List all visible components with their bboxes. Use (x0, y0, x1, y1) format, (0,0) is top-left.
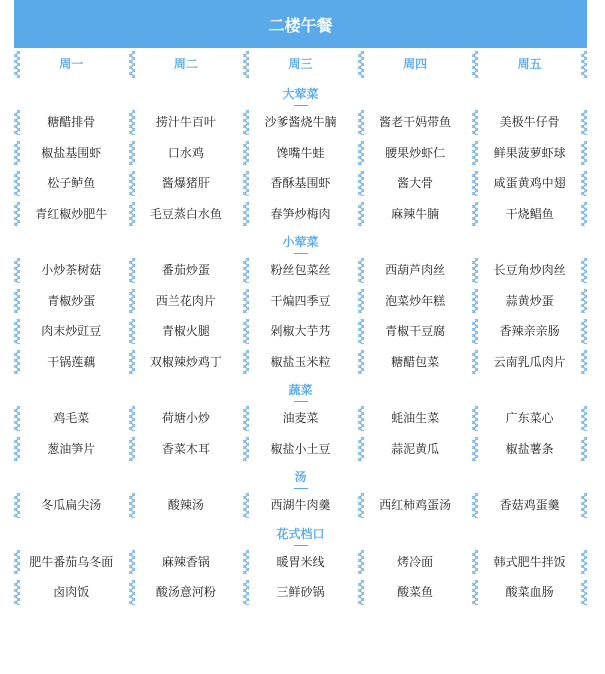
day-header: 周三 (243, 48, 358, 81)
menu-row (14, 168, 587, 199)
dish-cell: 椒盐小土豆 (243, 434, 358, 465)
section-title (14, 464, 587, 490)
row-right-border (581, 437, 587, 462)
dish-cell: 粉丝包菜丝 (243, 255, 358, 286)
dish-cell: 蒜黄炒蛋 (472, 286, 587, 317)
dish-cell: 蚝油生菜 (358, 403, 473, 434)
row-right-border (581, 493, 587, 518)
dish-cell: 酸菜鱼 (358, 577, 473, 608)
dish-cell: 西红柿鸡蛋汤 (358, 490, 473, 521)
row-right-border (581, 350, 587, 375)
section-underline (294, 488, 308, 489)
menu-row (14, 138, 587, 169)
day-header: 周二 (129, 48, 244, 81)
dish-cell: 肥牛番茄乌冬面 (14, 547, 129, 578)
row-right-border (581, 289, 587, 314)
menu-row (14, 403, 587, 434)
dish-cell: 麻辣牛腩 (358, 199, 473, 230)
section-underline (294, 545, 308, 546)
dish-cell: 糖醋排骨 (14, 107, 129, 138)
row-right-border (581, 580, 587, 605)
dish-cell: 鲜果菠萝虾球 (472, 138, 587, 169)
dish-cell: 捞汁牛百叶 (129, 107, 244, 138)
dish-cell: 泡菜炒年糕 (358, 286, 473, 317)
row-right-border (581, 141, 587, 166)
dish-cell: 卤肉饭 (14, 577, 129, 608)
row-right-border (581, 171, 587, 196)
dish-cell: 酸菜血肠 (472, 577, 587, 608)
dish-cell: 鸡毛菜 (14, 403, 129, 434)
menu-row (14, 577, 587, 608)
dish-cell: 酸汤意河粉 (129, 577, 244, 608)
dish-cell: 春笋炒梅肉 (243, 199, 358, 230)
dish-cell: 糖醋包菜 (358, 347, 473, 378)
dish-cell: 松子鲈鱼 (14, 168, 129, 199)
menu-page (14, 0, 587, 608)
dish-cell: 酱爆猪肝 (129, 168, 244, 199)
dish-cell: 番茄炒蛋 (129, 255, 244, 286)
day-header: 周一 (14, 48, 129, 81)
menu-row (14, 347, 587, 378)
dish-cell: 青红椒炒肥牛 (14, 199, 129, 230)
dish-cell: 荷塘小炒 (129, 403, 244, 434)
dish-cell: 美极牛仔骨 (472, 107, 587, 138)
section-title (14, 521, 587, 547)
menu-row (14, 286, 587, 317)
menu-row (14, 316, 587, 347)
dish-cell: 香辣亲亲肠 (472, 316, 587, 347)
row-right-border (581, 550, 587, 575)
dish-cell: 暖胃米线 (243, 547, 358, 578)
dish-cell: 韩式肥牛拌饭 (472, 547, 587, 578)
row-right-border (581, 319, 587, 344)
dish-cell: 沙爹酱烧牛腩 (243, 107, 358, 138)
section-title-label: 汤 (294, 470, 307, 484)
dish-cell: 干锅莲藕 (14, 347, 129, 378)
dish-cell: 椒盐基围虾 (14, 138, 129, 169)
dish-cell: 青椒火腿 (129, 316, 244, 347)
dish-cell: 香酥基围虾 (243, 168, 358, 199)
dish-cell: 腰果炒虾仁 (358, 138, 473, 169)
section-underline (294, 105, 308, 106)
row-right-border (581, 202, 587, 227)
dish-cell: 香菇鸡蛋羹 (472, 490, 587, 521)
section-title-label: 小荤菜 (282, 235, 319, 249)
dish-cell: 西兰花肉片 (129, 286, 244, 317)
section-underline (294, 253, 308, 254)
dish-cell: 干煸四季豆 (243, 286, 358, 317)
row-right-border (581, 110, 587, 135)
dish-cell: 干烧鲳鱼 (472, 199, 587, 230)
section-title (14, 81, 587, 107)
dish-cell: 冬瓜扁尖汤 (14, 490, 129, 521)
dish-cell: 青椒炒蛋 (14, 286, 129, 317)
section-title-label: 蔬菜 (288, 383, 313, 397)
dish-cell: 口水鸡 (129, 138, 244, 169)
section-title (14, 377, 587, 403)
dish-cell: 蒜泥黄瓜 (358, 434, 473, 465)
dish-cell: 香菜木耳 (129, 434, 244, 465)
dish-cell: 酸辣汤 (129, 490, 244, 521)
dish-cell: 葱油笋片 (14, 434, 129, 465)
row-right-border (581, 51, 587, 78)
dish-cell: 云南乳瓜肉片 (472, 347, 587, 378)
dish-cell: 西湖牛肉羹 (243, 490, 358, 521)
dish-cell: 咸蛋黄鸡中翅 (472, 168, 587, 199)
section-title-label: 花式档口 (276, 526, 325, 541)
dish-cell: 广东菜心 (472, 403, 587, 434)
dish-cell: 馋嘴牛蛙 (243, 138, 358, 169)
row-right-border (581, 258, 587, 283)
dish-cell: 油麦菜 (243, 403, 358, 434)
dish-cell: 烤冷面 (358, 547, 473, 578)
dish-cell: 酱老干妈带鱼 (358, 107, 473, 138)
section-title-label: 大荤菜 (282, 87, 319, 101)
dish-cell: 长豆角炒肉丝 (472, 255, 587, 286)
day-header: 周四 (358, 48, 473, 81)
dish-cell: 椒盐玉米粒 (243, 347, 358, 378)
menu-row (14, 490, 587, 521)
dish-cell: 椒盐薯条 (472, 434, 587, 465)
day-header-row (14, 48, 587, 81)
dish-cell: 剁椒大芋艿 (243, 316, 358, 347)
row-right-border (581, 406, 587, 431)
menu-row (14, 434, 587, 465)
dish-cell: 酱大骨 (358, 168, 473, 199)
section-underline (294, 401, 308, 402)
menu-row (14, 107, 587, 138)
dish-cell: 三鲜砂锅 (243, 577, 358, 608)
dish-cell: 西葫芦肉丝 (358, 255, 473, 286)
dish-cell: 双椒辣炒鸡丁 (129, 347, 244, 378)
menu-body (14, 48, 587, 608)
section-title (14, 229, 587, 255)
page-title: 二楼午餐 (14, 0, 587, 48)
menu-row (14, 255, 587, 286)
dish-cell: 小炒茶树菇 (14, 255, 129, 286)
menu-row (14, 199, 587, 230)
dish-cell: 麻辣香锅 (129, 547, 244, 578)
dish-cell: 毛豆蒸白水鱼 (129, 199, 244, 230)
dish-cell: 肉末炒豇豆 (14, 316, 129, 347)
day-header: 周五 (472, 48, 587, 81)
menu-row (14, 547, 587, 578)
dish-cell: 青椒干豆腐 (358, 316, 473, 347)
